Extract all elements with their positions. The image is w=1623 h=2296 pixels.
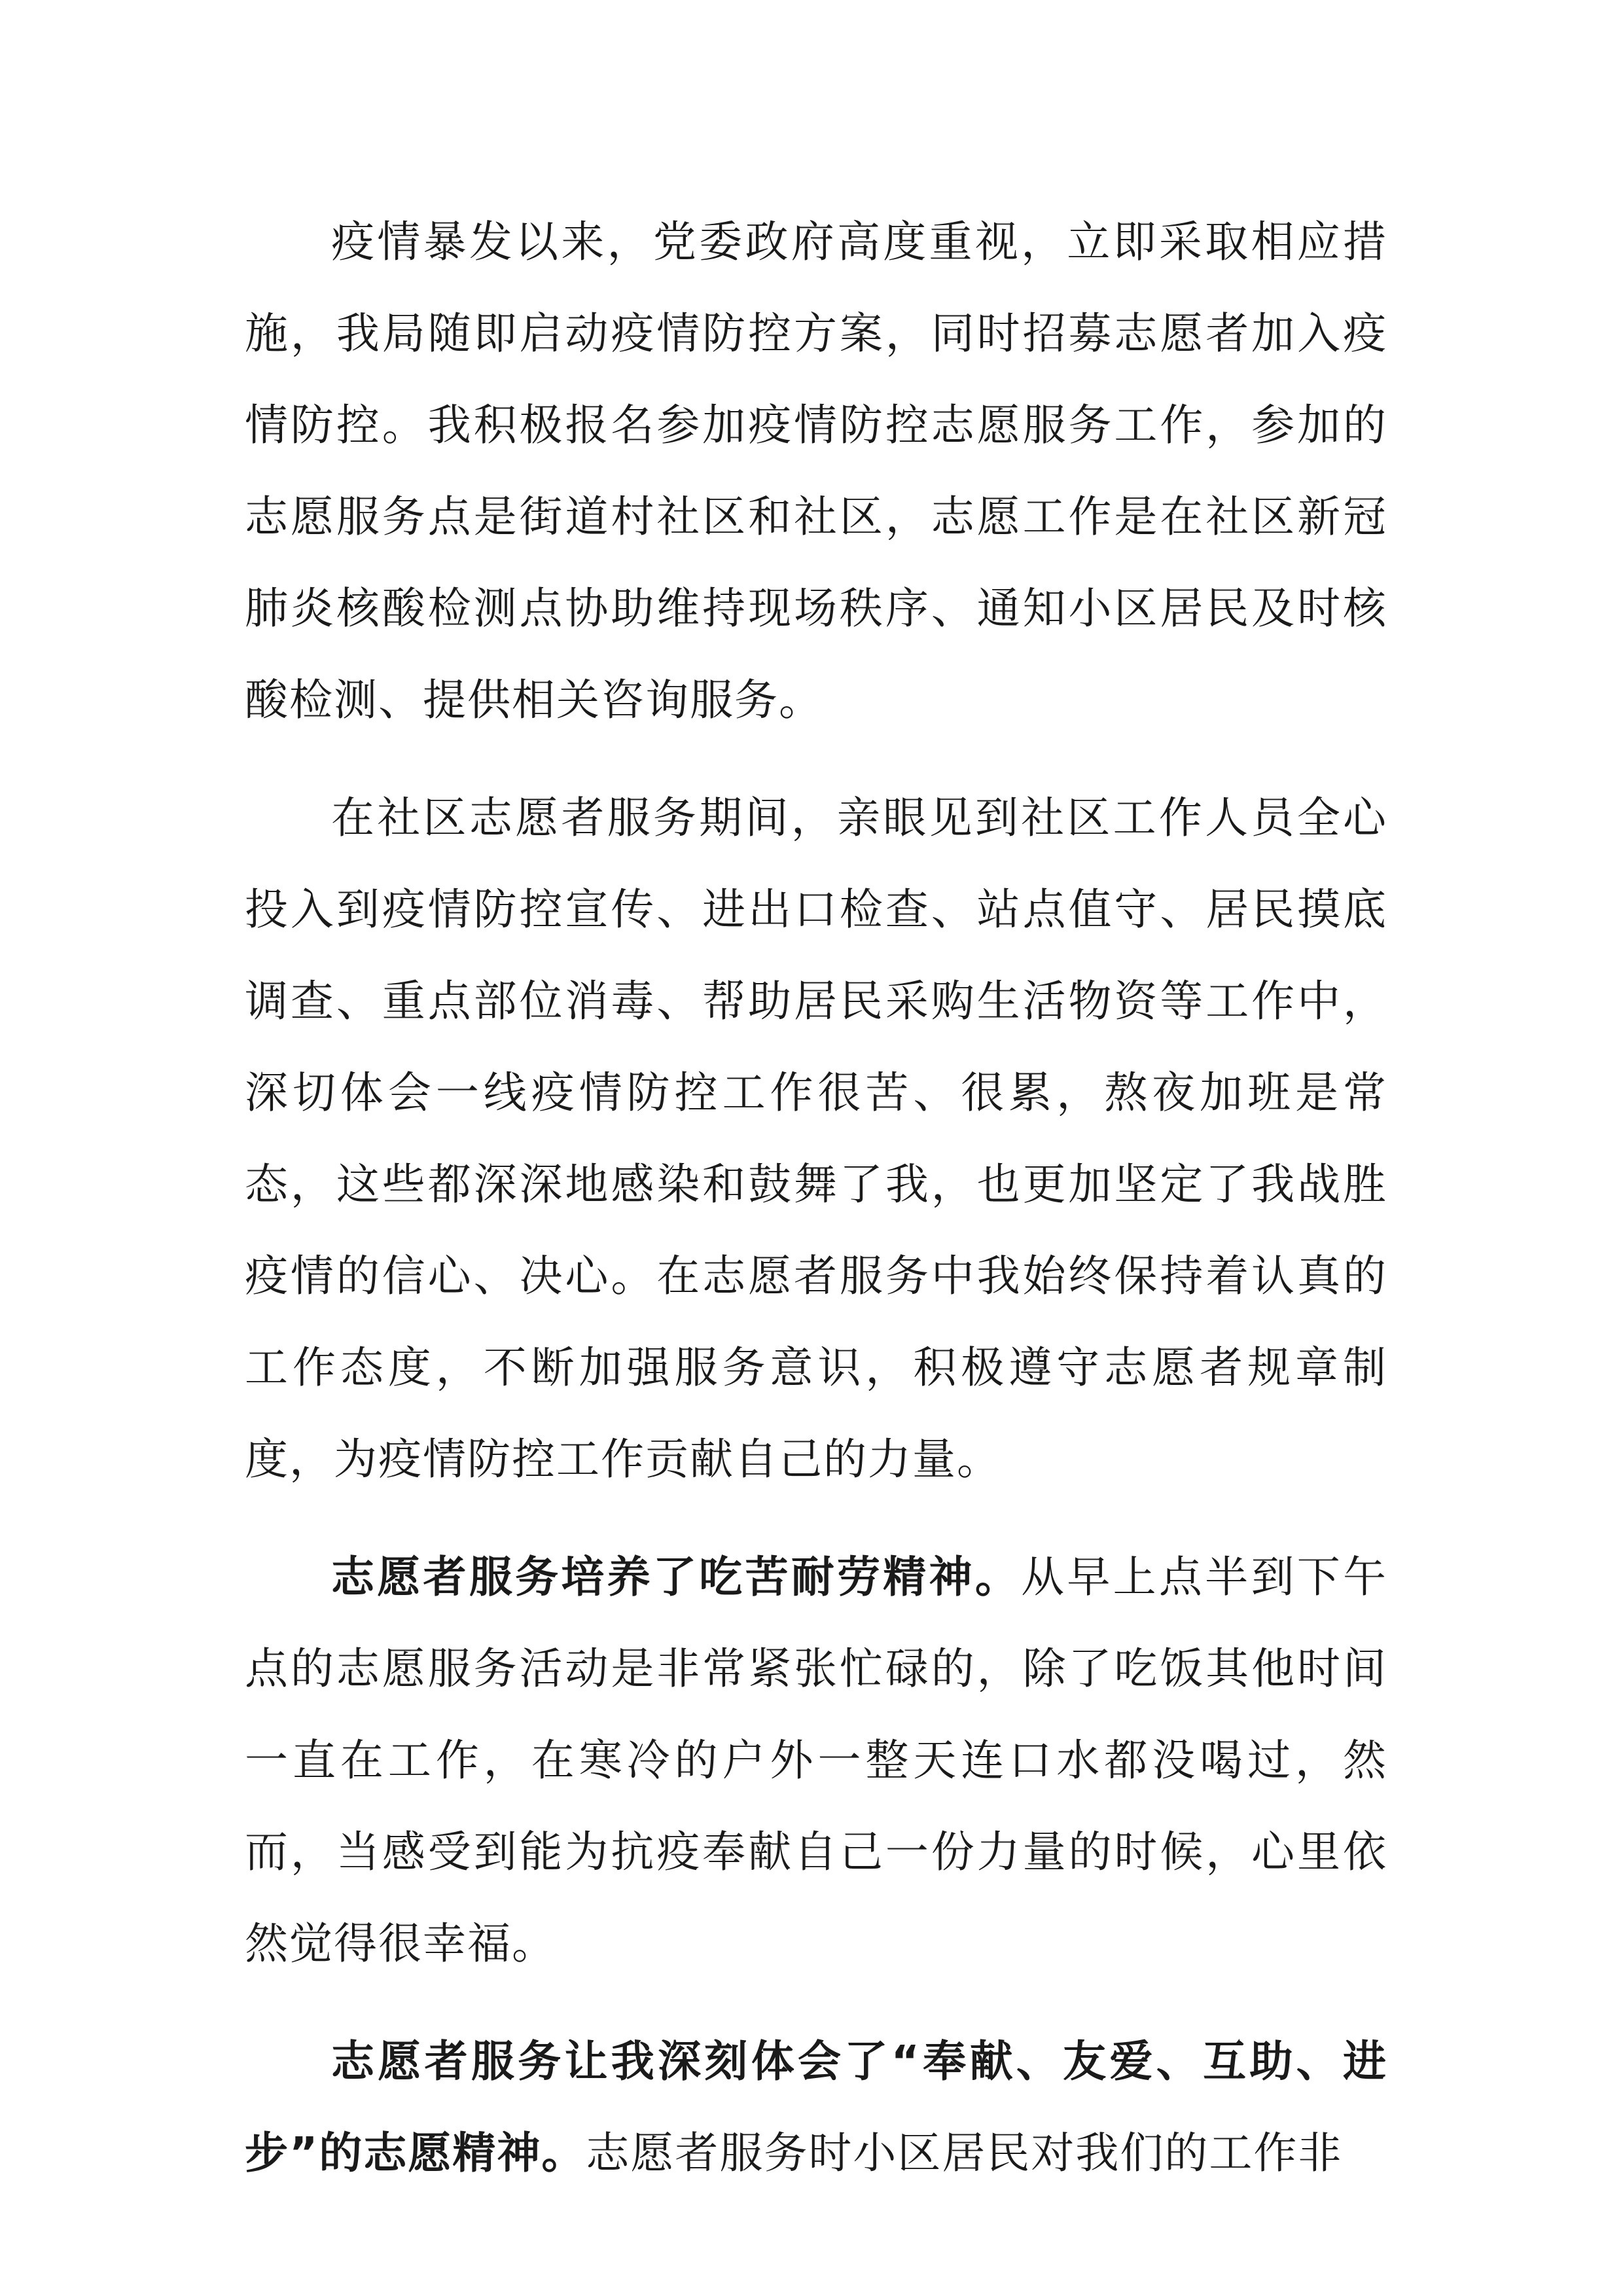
paragraph-2 (245, 772, 1387, 1505)
paragraph-4-text: 志愿者服务时小区居民对我们的工作非 (586, 2128, 1343, 2178)
paragraph-2-text: 在社区志愿者服务期间，亲眼见到社区工作人员全心投入到疫情防控宣传、进出口检查、站点值守、居民摸底调查、重点部位消毒、帮助居民采购生活物资等工作中，深切体会一线疫情防控工作很苦、很累，熬夜加班是常态，这些都深深地感染和鼓舞了我，也更加坚定了我战胜疫情的信心、决心。在志愿者服务中我始终保持着认真的工作态度，不断加强服务意识，积极遵守志愿者规章制度，为疫情防控工作贡献自己的力量。 (245, 793, 1387, 1484)
document-page (245, 196, 1387, 2225)
paragraph-1 (245, 196, 1387, 746)
paragraph-3 (245, 1532, 1387, 1990)
paragraph-4 (245, 2016, 1387, 2199)
paragraph-3-text: 从早上点半到下午点的志愿服务活动是非常紧张忙碌的，除了吃饭其他时间一直在工作，在寒冷的户外一整天连口水都没喝过，然而，当感受到能为抗疫奉献自己一份力量的时候，心里依然觉得很幸福。 (245, 1552, 1388, 1969)
paragraph-1-text: 疫情暴发以来，党委政府高度重视，立即采取相应措施，我局随即启动疫情防控方案，同时招募志愿者加入疫情防控。我积极报名参加疫情防控志愿服务工作，参加的志愿服务点是街道村社区和社区，志愿工作是在社区新冠肺炎核酸检测点协助维持现场秩序、通知小区居民及时核酸检测、提供相关咨询服务。 (245, 217, 1387, 725)
paragraph-3-lead: 志愿者服务培养了吃苦耐劳精神。 (331, 1552, 1022, 1602)
paragraph-4-lead: 志愿者服务让我深刻体会了“奉献、友爱、互助、进步”的志愿精神。 (245, 2036, 1387, 2178)
